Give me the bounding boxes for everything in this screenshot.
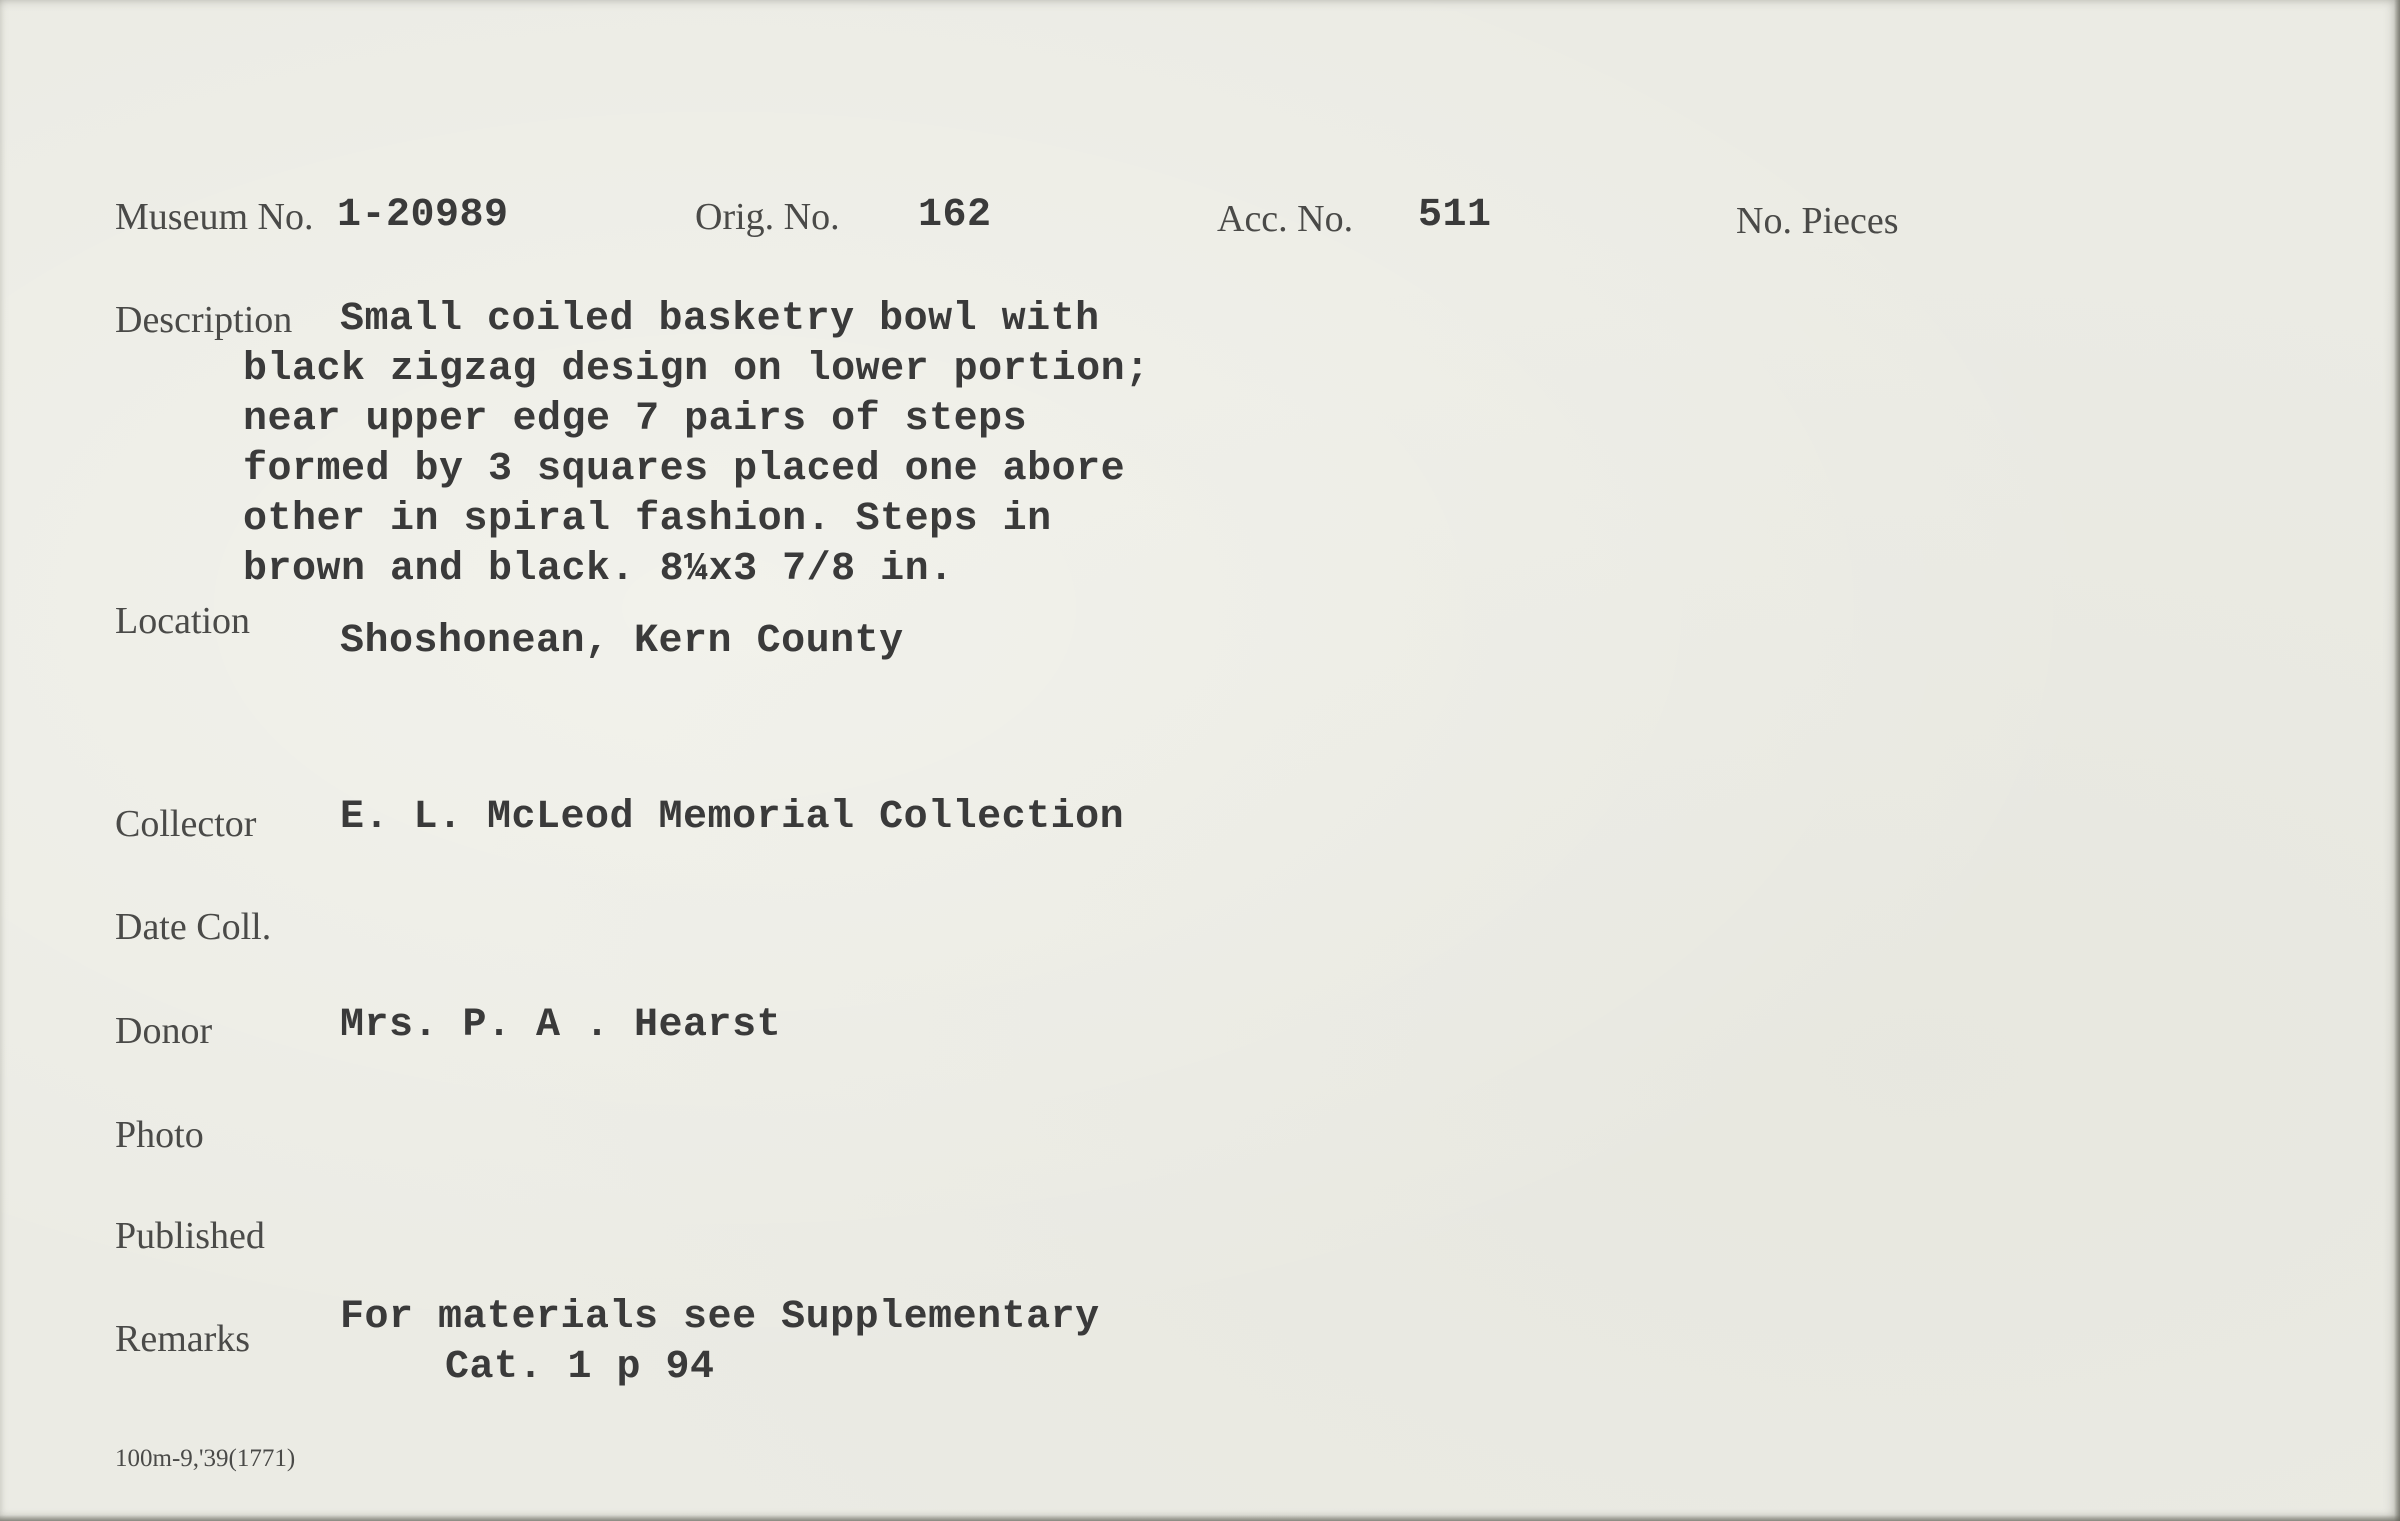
location-value: Shoshonean, Kern County [340,619,904,664]
collector-label: Collector [115,803,257,845]
description-line: other in spiral fashion. Steps in [243,497,1052,542]
description-line: near upper edge 7 pairs of steps [243,397,1028,442]
description-label: Description [115,299,293,341]
remarks-label: Remarks [115,1318,251,1360]
card-edge-shadow-bottom [0,1515,2400,1521]
acc-no-value: 511 [1418,193,1492,238]
description-line: black zigzag design on lower portion; [243,347,1150,392]
photo-label: Photo [115,1114,204,1156]
description-line: formed by 3 squares placed one abore [243,447,1126,492]
remarks-line: For materials see Supplementary [340,1295,1100,1340]
published-label: Published [115,1215,265,1257]
orig-no-label: Orig. No. [695,196,840,238]
description-line: Small coiled basketry bowl with [340,297,1100,342]
footer-print-code: 100m-9,'39(1771) [115,1445,296,1472]
museum-no-label: Museum No. [115,196,314,238]
museum-no-value: 1-20989 [337,193,509,238]
collector-value: E. L. McLeod Memorial Collection [340,795,1125,840]
no-pieces-label: No. Pieces [1736,200,1899,242]
acc-no-label: Acc. No. [1217,198,1354,240]
card-edge-shadow-right [2394,0,2400,1521]
donor-label: Donor [115,1010,213,1052]
remarks-line: Cat. 1 p 94 [445,1345,715,1390]
description-line: brown and black. 8¼x3 7/8 in. [243,547,954,592]
donor-value: Mrs. P. A . Hearst [340,1003,782,1048]
date-coll-label: Date Coll. [115,906,272,948]
location-label: Location [115,600,251,642]
orig-no-value: 162 [918,193,992,238]
